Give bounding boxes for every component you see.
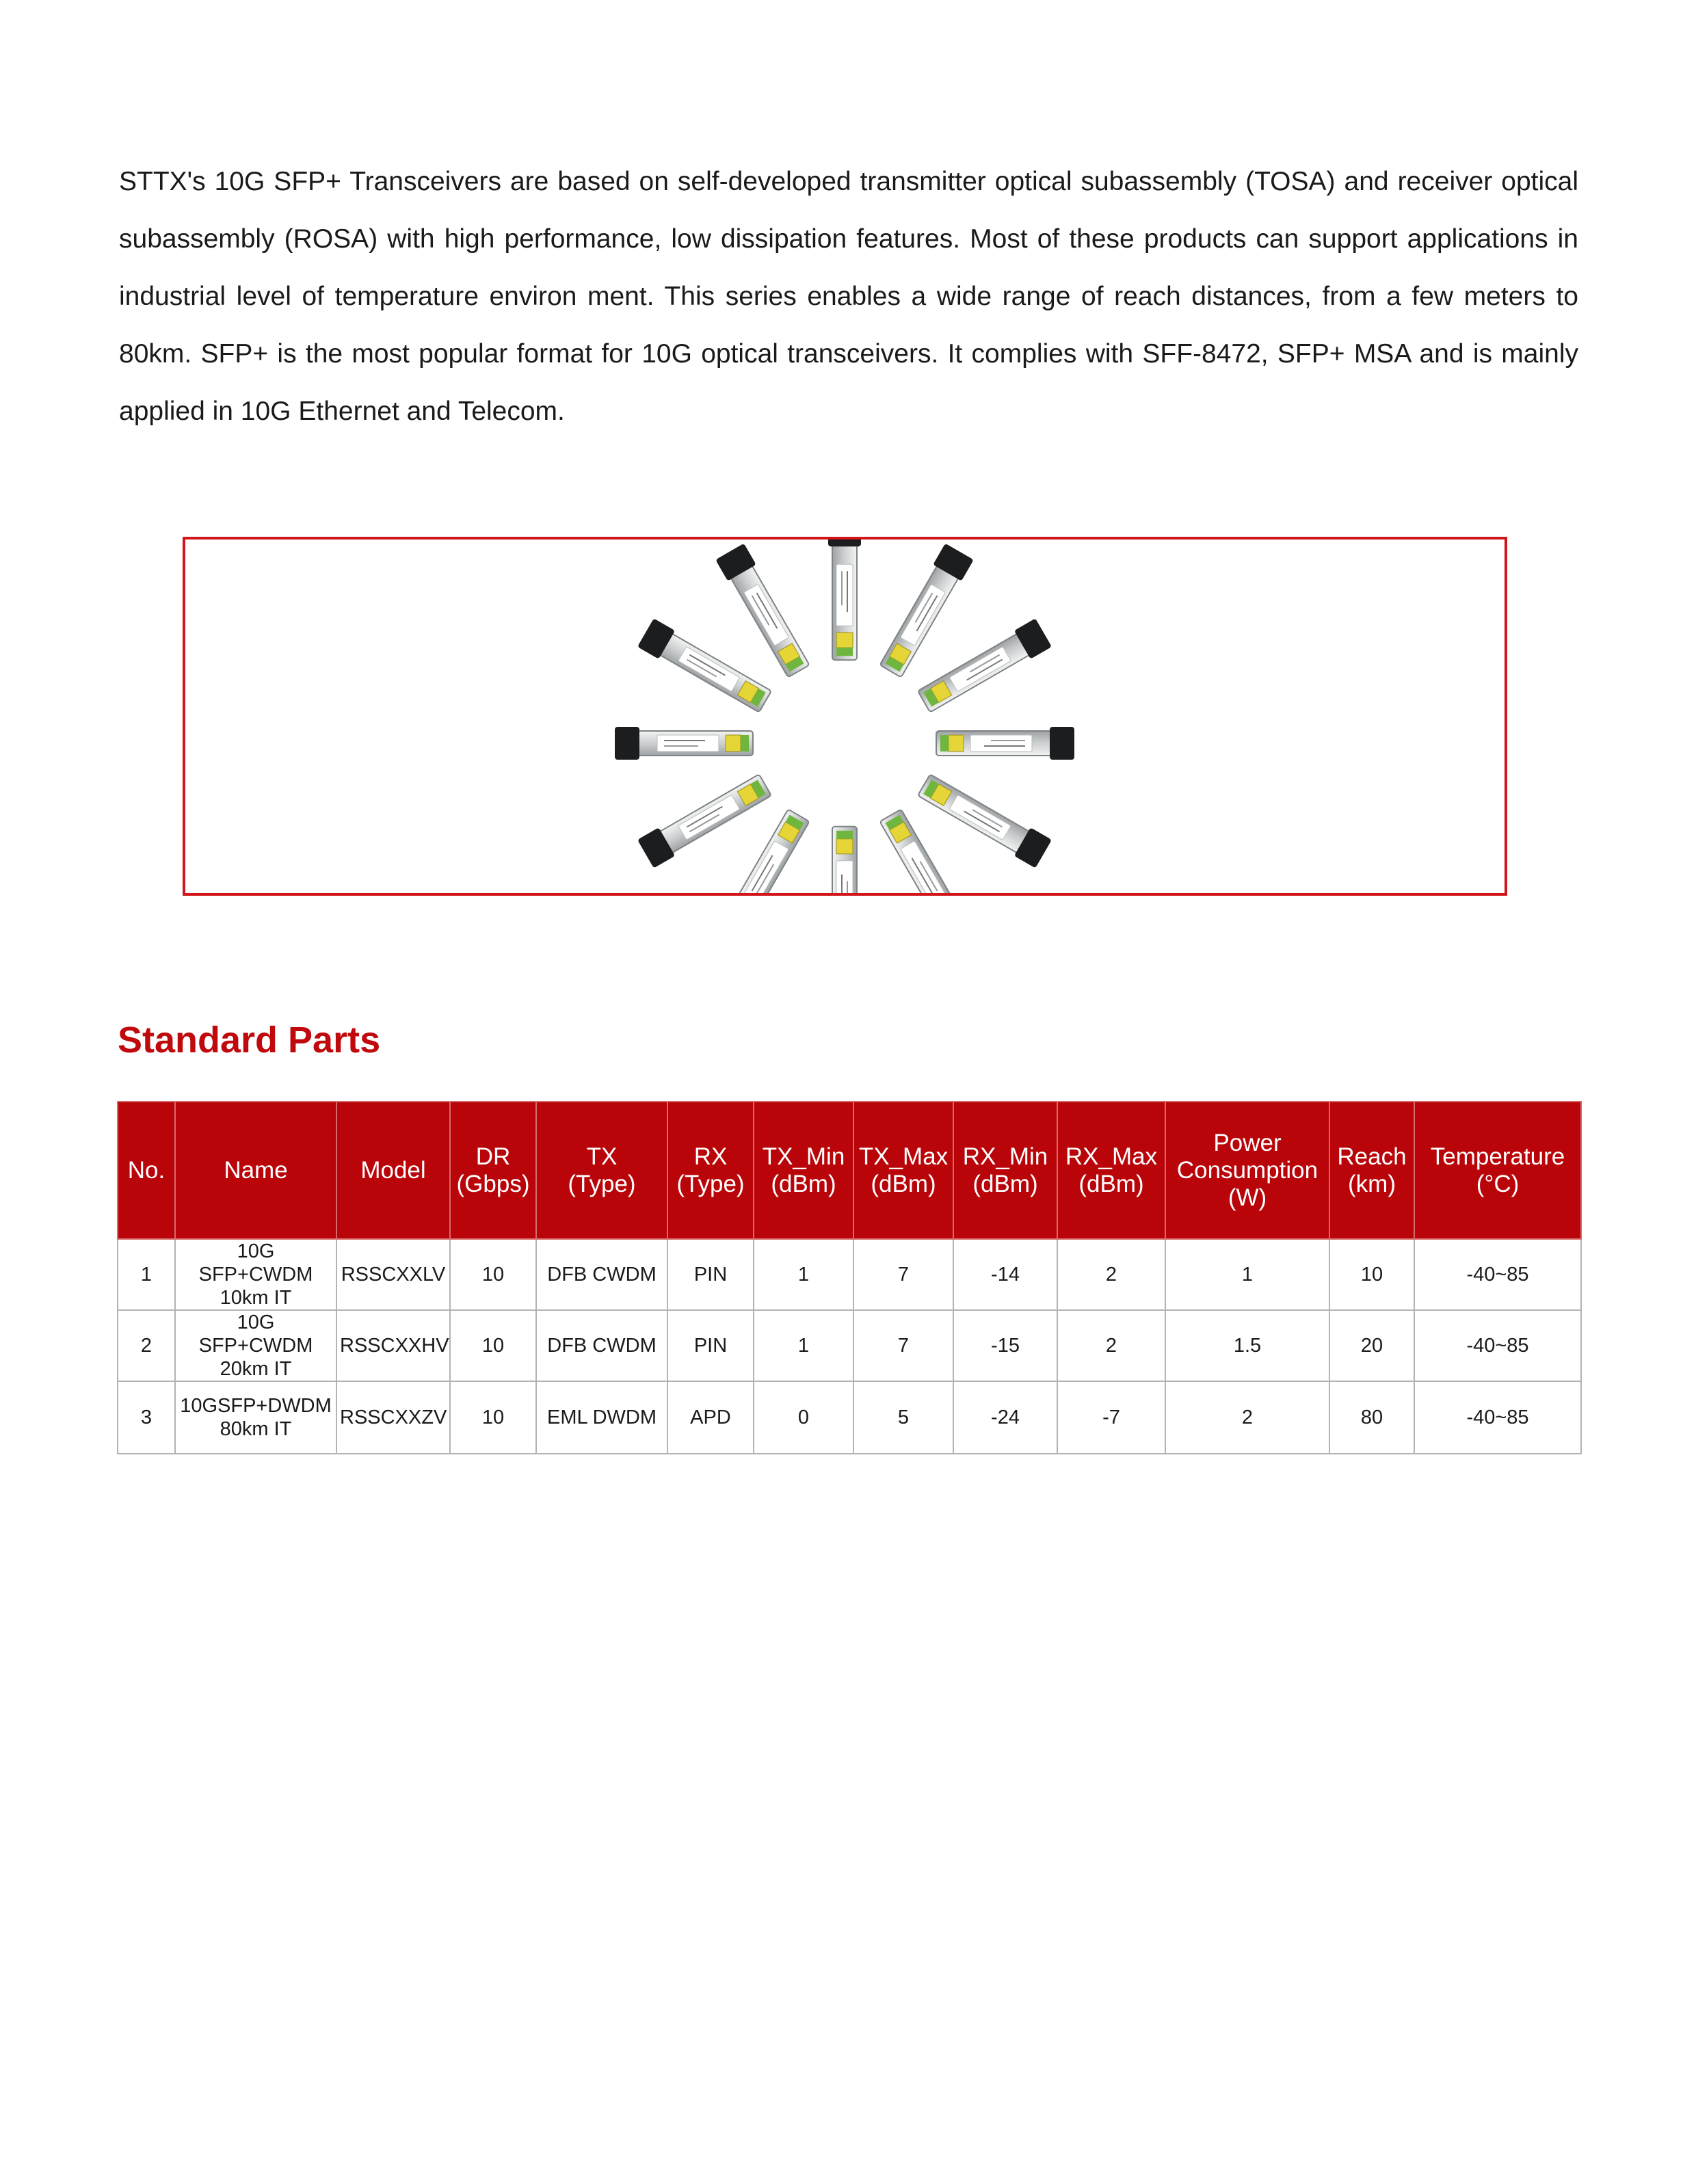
table-cell — [118, 1381, 175, 1454]
table-cell-line: -24 — [991, 1407, 1020, 1428]
table-cell — [754, 1381, 853, 1454]
table-cell — [853, 1310, 953, 1381]
table-cell-line: 0 — [797, 1407, 810, 1428]
column-header — [450, 1102, 536, 1239]
table-cell — [667, 1381, 754, 1454]
column-header-line: TX — [586, 1143, 618, 1170]
column-header-line: RX — [693, 1143, 728, 1170]
table-cell — [450, 1310, 536, 1381]
column-header — [1414, 1102, 1581, 1239]
table-cell-line: 7 — [897, 1264, 910, 1286]
table-cell-line: 10GSFP+DWDM — [180, 1395, 332, 1417]
sfp-module — [828, 540, 861, 660]
table-cell — [118, 1310, 175, 1381]
table-cell-line: RSSCXXHV — [340, 1335, 449, 1357]
table-cell — [336, 1310, 450, 1381]
table-cell — [336, 1239, 450, 1310]
table-cell — [175, 1310, 336, 1381]
column-header — [1165, 1102, 1329, 1239]
table-body — [118, 1239, 1581, 1454]
table-cell-line: -40~85 — [1466, 1264, 1529, 1286]
table-cell — [1057, 1310, 1165, 1381]
column-header-line: TX_Max — [858, 1143, 949, 1170]
table-cell-line: RSSCXXZV — [340, 1407, 447, 1428]
column-header-line: RX_Max — [1065, 1143, 1158, 1170]
table-cell — [1329, 1381, 1414, 1454]
column-header-line: DR — [475, 1143, 511, 1170]
table-header-row — [118, 1102, 1581, 1239]
table-cell-line: -7 — [1102, 1407, 1120, 1428]
table-cell-line: 10G SFP+CWDM — [198, 1311, 313, 1357]
column-header-line: (W) — [1228, 1184, 1267, 1211]
table-cell — [1057, 1239, 1165, 1310]
sfp-module — [916, 771, 1052, 868]
sfp-module — [916, 618, 1052, 716]
column-header — [953, 1102, 1057, 1239]
table-cell-line: 20 — [1360, 1335, 1383, 1357]
column-header-line: (Gbps) — [456, 1170, 530, 1197]
table-cell — [754, 1239, 853, 1310]
table-cell-line: 3 — [140, 1407, 153, 1428]
section-title: Standard Parts — [118, 1020, 381, 1061]
column-header — [536, 1102, 667, 1239]
column-header — [175, 1102, 336, 1239]
table-cell-line: 10G SFP+CWDM — [198, 1240, 313, 1286]
table-cell-line: 10 — [481, 1335, 505, 1357]
column-header-line: (Type) — [568, 1170, 636, 1197]
column-header-line: RX_Min — [962, 1143, 1048, 1170]
table-cell — [175, 1239, 336, 1310]
table-cell — [1414, 1310, 1581, 1381]
column-header-line: Name — [224, 1156, 288, 1184]
table-cell-line: -15 — [991, 1335, 1020, 1357]
column-header-line: (dBm) — [1078, 1170, 1144, 1197]
table-row — [118, 1310, 1581, 1381]
table-cell-line: -14 — [991, 1264, 1020, 1286]
column-header — [1329, 1102, 1414, 1239]
table-cell-line: 1 — [797, 1264, 810, 1286]
column-header — [754, 1102, 853, 1239]
column-header-line: Consumption — [1176, 1156, 1319, 1184]
table-cell — [450, 1239, 536, 1310]
table-cell-line: 80km IT — [220, 1418, 292, 1440]
table-cell-line: 10km IT — [220, 1287, 292, 1309]
sfp-module — [637, 618, 773, 716]
column-header — [1057, 1102, 1165, 1239]
column-header-line: (km) — [1348, 1170, 1396, 1197]
column-header — [118, 1102, 175, 1239]
table-cell — [1414, 1239, 1581, 1310]
table-cell — [853, 1381, 953, 1454]
table-cell — [536, 1310, 667, 1381]
table-cell — [1329, 1239, 1414, 1310]
sfp-module — [876, 544, 974, 680]
table-cell-line: 1 — [1241, 1264, 1254, 1286]
table-cell-line: 2 — [1105, 1335, 1117, 1357]
table-cell-line: 80 — [1360, 1407, 1383, 1428]
sfp-module — [637, 771, 773, 868]
column-header-line: Model — [360, 1156, 426, 1184]
table-cell-line: PIN — [693, 1335, 728, 1357]
column-header — [667, 1102, 754, 1239]
table-cell-line: EML DWDM — [546, 1407, 657, 1428]
table-cell — [953, 1381, 1057, 1454]
table-cell-line: 1.5 — [1233, 1335, 1262, 1357]
table-cell-line: PIN — [693, 1264, 728, 1286]
product-photo-frame — [183, 537, 1507, 896]
table-cell-line: DFB CWDM — [547, 1335, 657, 1357]
intro-paragraph: STTX's 10G SFP+ Transceivers are based on self-developed transmitter optical subassembly (TOSA) and receiver optical subassembly (ROSA) with high performance, low dissipation features. Most of these products can support applications in industrial level of temperature environ ment. This series enables a wide range of reach distances, from a few meters to 80km. SFP+ is the most popular format for 10G optical transceivers. It complies with SFF-8472, SFP+ MSA and is mainly applied in 10G Ethernet and Telecom. — [119, 167, 1578, 426]
table-cell — [1057, 1381, 1165, 1454]
sfp-module — [615, 727, 753, 760]
table-cell-line: 2 — [1105, 1264, 1117, 1286]
table-cell-line: DFB CWDM — [547, 1264, 657, 1286]
table-cell — [953, 1239, 1057, 1310]
table-cell-line: 2 — [140, 1335, 153, 1357]
table-cell-line: 1 — [140, 1264, 153, 1286]
table-cell — [118, 1239, 175, 1310]
sfp-module — [715, 544, 813, 680]
table-row — [118, 1239, 1581, 1310]
table-row — [118, 1381, 1581, 1454]
table-cell-line: 10 — [1360, 1264, 1383, 1286]
table-cell — [667, 1310, 754, 1381]
table-cell-line: 2 — [1241, 1407, 1254, 1428]
column-header-line: Reach — [1337, 1143, 1407, 1170]
table-cell — [667, 1239, 754, 1310]
table-cell-line: APD — [690, 1407, 731, 1428]
column-header — [853, 1102, 953, 1239]
table-cell — [450, 1381, 536, 1454]
column-header-line: (dBm) — [972, 1170, 1038, 1197]
column-header-line: Power — [1213, 1129, 1282, 1156]
table-cell — [953, 1310, 1057, 1381]
table-cell-line: 20km IT — [220, 1358, 292, 1380]
table-cell — [536, 1381, 667, 1454]
column-header-line: Temperature — [1430, 1143, 1565, 1170]
table-cell-line: 5 — [897, 1407, 910, 1428]
table-cell — [853, 1239, 953, 1310]
table-cell — [1329, 1310, 1414, 1381]
column-header-line: (Type) — [676, 1170, 745, 1197]
sfp-modules-photo — [185, 540, 1505, 893]
column-header-line: (dBm) — [871, 1170, 936, 1197]
table-cell-line: 1 — [797, 1335, 810, 1357]
table-cell-line: 10 — [481, 1407, 505, 1428]
table-cell — [536, 1239, 667, 1310]
table-cell — [1165, 1310, 1329, 1381]
table-cell-line: RSSCXXLV — [341, 1264, 446, 1286]
column-header — [336, 1102, 450, 1239]
column-header-line: No. — [127, 1156, 165, 1184]
table-cell — [1414, 1381, 1581, 1454]
table-cell-line: -40~85 — [1466, 1335, 1529, 1357]
standard-parts-table — [117, 1101, 1582, 1454]
table-cell-line: -40~85 — [1466, 1407, 1529, 1428]
column-header-line: (dBm) — [771, 1170, 836, 1197]
table-cell — [336, 1381, 450, 1454]
column-header-line: TX_Min — [762, 1143, 845, 1170]
table-cell-line: 7 — [897, 1335, 910, 1357]
table-cell — [1165, 1239, 1329, 1310]
table-cell-line: 10 — [481, 1264, 505, 1286]
sfp-module — [936, 727, 1074, 760]
column-header-line: (°C) — [1476, 1170, 1520, 1197]
table-cell — [754, 1310, 853, 1381]
table-cell — [175, 1381, 336, 1454]
table-cell — [1165, 1381, 1329, 1454]
sfp-module — [828, 827, 861, 893]
